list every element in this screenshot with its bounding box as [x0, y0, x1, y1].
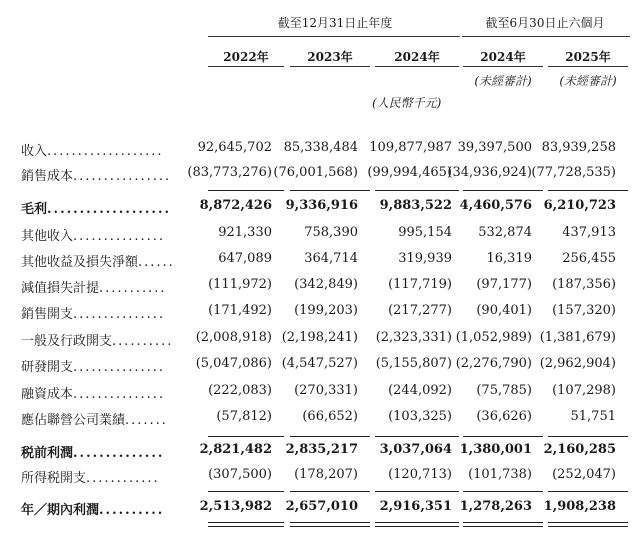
total-double-rule-2023 — [290, 522, 370, 527]
year-header-2025: 2025年 — [565, 50, 611, 64]
cell-2024-annual: (103,325) — [388, 409, 452, 424]
cell-2024-interim: (101,738) — [468, 467, 532, 482]
leader-dots: ................... — [47, 202, 172, 217]
cell-2024-annual: 109,877,987 — [369, 140, 452, 155]
leader-dots: ................... — [47, 144, 164, 159]
year-rule-2022 — [208, 66, 284, 67]
cell-2022: 921,330 — [218, 225, 272, 240]
cell-2022: (307,500) — [208, 467, 272, 482]
unaudited-note-2025: (未經審計) — [559, 74, 617, 88]
row-label — [21, 277, 189, 296]
leader-dots: .......... — [112, 334, 174, 349]
cell-2025: (2,962,904) — [539, 356, 616, 371]
cell-2024-annual: 2,916,351 — [379, 499, 452, 514]
year-rule-2024-interim — [463, 66, 543, 67]
cell-2025: 6,210,723 — [543, 198, 616, 213]
cell-2023: 364,714 — [304, 251, 358, 266]
row-label — [21, 409, 189, 428]
pretax-rule-2023 — [290, 436, 370, 437]
subtotal-rule-2024i — [463, 190, 543, 191]
pretax-rule-2024i — [463, 436, 543, 437]
cell-2022: 647,089 — [218, 251, 272, 266]
cell-2025: (187,356) — [552, 277, 616, 292]
row-label-text: 銷售開支 — [21, 307, 74, 322]
cell-2023: 2,657,010 — [285, 499, 358, 514]
row-label — [21, 499, 189, 518]
cell-2023: 85,338,484 — [283, 140, 358, 155]
year-header-2023: 2023年 — [307, 50, 353, 64]
row-label-text: 收入 — [21, 144, 48, 159]
cell-2024-annual: (2,323,331) — [375, 330, 452, 345]
table-row — [0, 165, 640, 191]
cell-2023: (178,207) — [294, 467, 358, 482]
cell-2024-interim: 4,460,576 — [459, 198, 532, 213]
cell-2023: (342,849) — [294, 277, 358, 292]
table-row — [0, 409, 640, 435]
table-row — [0, 467, 640, 493]
row-label — [21, 198, 189, 217]
cell-2024-annual: (120,713) — [388, 467, 452, 482]
row-label-text: 銷售成本 — [21, 169, 74, 184]
cell-2022: (5,047,086) — [195, 356, 272, 371]
unaudited-note-2024: (未經審計) — [474, 74, 532, 88]
table-row — [0, 225, 640, 251]
cell-2025: 1,908,238 — [543, 499, 616, 514]
cell-2023: (270,331) — [294, 383, 358, 398]
row-label-text: 研發開支 — [21, 360, 74, 375]
cell-2023: 9,336,916 — [285, 198, 358, 213]
cell-2024-annual: 319,939 — [398, 251, 452, 266]
row-label-text: 税前利潤 — [21, 446, 74, 461]
table-row — [0, 356, 640, 382]
row-label-text: 減值損失計提 — [21, 281, 100, 296]
table-row — [0, 442, 640, 468]
cell-2022: 8,872,426 — [199, 198, 272, 213]
cell-2024-interim: (2,276,790) — [455, 356, 532, 371]
cell-2023: 2,835,217 — [285, 442, 358, 457]
row-label — [21, 251, 189, 270]
cell-2025: 2,160,285 — [543, 442, 616, 457]
group-title-annual: 截至12月31日止年度 — [277, 16, 393, 30]
cell-2023: 758,390 — [304, 225, 358, 240]
cell-2024-annual: 995,154 — [398, 225, 452, 240]
total-double-rule-2024i — [463, 522, 543, 527]
year-header-2024-interim: 2024年 — [480, 50, 526, 64]
group-rule-interim — [462, 36, 630, 37]
leader-dots: .............. — [73, 446, 165, 461]
table-row — [0, 198, 640, 224]
row-label-text: 融資成本 — [21, 387, 74, 402]
row-label-text: 毛利 — [21, 202, 48, 217]
leader-dots: ....... — [125, 413, 168, 428]
table-row — [0, 140, 640, 166]
group-title-interim: 截至6月30日止六個月 — [485, 16, 605, 30]
leader-dots: ............... — [73, 387, 166, 402]
year-rule-2023 — [290, 66, 370, 67]
row-label-text: 應佔聯營公司業績 — [21, 413, 126, 428]
row-label — [21, 442, 189, 461]
table-row — [0, 383, 640, 409]
cell-2024-interim: 39,397,500 — [457, 140, 532, 155]
row-label — [21, 165, 189, 184]
leader-dots: ........... — [99, 281, 167, 296]
cell-2025: 256,455 — [562, 251, 616, 266]
row-label — [21, 303, 189, 322]
cell-2022: 2,821,482 — [199, 442, 272, 457]
row-label — [21, 140, 189, 159]
cell-2024-annual: (5,155,807) — [375, 356, 452, 371]
total-double-rule-2024a — [375, 522, 459, 527]
cell-2024-interim: (1,052,989) — [455, 330, 532, 345]
cell-2024-annual: (99,994,465) — [367, 165, 452, 180]
cell-2024-interim: 1,278,263 — [459, 499, 532, 514]
leader-dots: ...... — [138, 255, 175, 270]
cell-2025: (157,320) — [552, 303, 616, 318]
unit-label: (人民幣千元) — [372, 96, 442, 110]
table-row — [0, 303, 640, 329]
row-label-text: 其他收入 — [21, 229, 74, 244]
cell-2024-interim: (97,177) — [476, 277, 532, 292]
cell-2025: 51,751 — [570, 409, 616, 424]
cell-2023: (199,203) — [294, 303, 358, 318]
cell-2023: (76,001,568) — [273, 165, 358, 180]
leader-dots: ............ — [86, 471, 160, 486]
cell-2024-interim: (34,936,924) — [447, 165, 532, 180]
subtotal-rule-2022 — [208, 190, 284, 191]
subtotal-rule-2024a — [375, 190, 459, 191]
table-row — [0, 277, 640, 303]
table-row — [0, 330, 640, 356]
cell-2025: 437,913 — [562, 225, 616, 240]
row-label — [21, 467, 189, 486]
cell-2025: 83,939,258 — [541, 140, 616, 155]
cell-2025: (1,381,679) — [539, 330, 616, 345]
cell-2024-annual: (117,719) — [388, 277, 452, 292]
cell-2024-annual: (244,092) — [388, 383, 452, 398]
leader-dots: ............... — [73, 307, 166, 322]
tax-rule-2024i — [463, 491, 543, 492]
cell-2025: (252,047) — [552, 467, 616, 482]
pretax-rule-2022 — [208, 436, 284, 437]
tax-rule-2023 — [290, 491, 370, 492]
row-label-text: 其他收益及損失淨額 — [21, 255, 139, 270]
row-label — [21, 356, 189, 375]
cell-2023: (2,198,241) — [281, 330, 358, 345]
cell-2024-interim: (75,785) — [476, 383, 532, 398]
cell-2022: (83,773,276) — [187, 165, 272, 180]
leader-dots: ............... — [73, 229, 166, 244]
total-double-rule-2022 — [208, 522, 284, 527]
tax-rule-2024a — [375, 491, 459, 492]
year-header-2022: 2022年 — [223, 50, 269, 64]
subtotal-rule-2023 — [290, 190, 370, 191]
cell-2023: (66,652) — [302, 409, 358, 424]
cell-2022: (171,492) — [208, 303, 272, 318]
year-rule-2024-annual — [375, 66, 459, 67]
cell-2024-interim: 1,380,001 — [459, 442, 532, 457]
row-label — [21, 225, 189, 244]
cell-2022: 2,513,982 — [199, 499, 272, 514]
cell-2022: 92,645,702 — [197, 140, 272, 155]
tax-rule-2022 — [208, 491, 284, 492]
cell-2022: (2,008,918) — [195, 330, 272, 345]
leader-dots: .......... — [99, 503, 165, 518]
tax-rule-2025 — [548, 491, 628, 492]
row-label-text: 年／期內利潤 — [21, 503, 100, 518]
table-row — [0, 251, 640, 277]
group-rule-annual — [208, 36, 460, 37]
total-double-rule-2025 — [548, 522, 628, 527]
cell-2025: (77,728,535) — [531, 165, 616, 180]
pretax-rule-2025 — [548, 436, 628, 437]
row-label — [21, 330, 189, 349]
cell-2024-annual: (217,277) — [388, 303, 452, 318]
cell-2025: (107,298) — [552, 383, 616, 398]
leader-dots: ................ — [73, 169, 172, 184]
cell-2024-interim: (36,626) — [476, 409, 532, 424]
year-header-2024-annual: 2024年 — [394, 50, 440, 64]
cell-2022: (111,972) — [208, 277, 272, 292]
cell-2024-annual: 3,037,064 — [379, 442, 452, 457]
cell-2024-interim: 16,319 — [486, 251, 532, 266]
cell-2023: (4,547,527) — [281, 356, 358, 371]
cell-2024-annual: 9,883,522 — [379, 198, 452, 213]
pretax-rule-2024a — [375, 436, 459, 437]
cell-2022: (57,812) — [216, 409, 272, 424]
row-label-text: 一般及行政開支 — [21, 334, 113, 349]
cell-2022: (222,083) — [208, 383, 272, 398]
leader-dots: ............... — [73, 360, 166, 375]
year-rule-2025 — [548, 66, 628, 67]
subtotal-rule-2025 — [548, 190, 628, 191]
cell-2024-interim: 532,874 — [478, 225, 532, 240]
cell-2024-interim: (90,401) — [476, 303, 532, 318]
row-label-text: 所得税開支 — [21, 471, 87, 486]
row-label — [21, 383, 189, 402]
